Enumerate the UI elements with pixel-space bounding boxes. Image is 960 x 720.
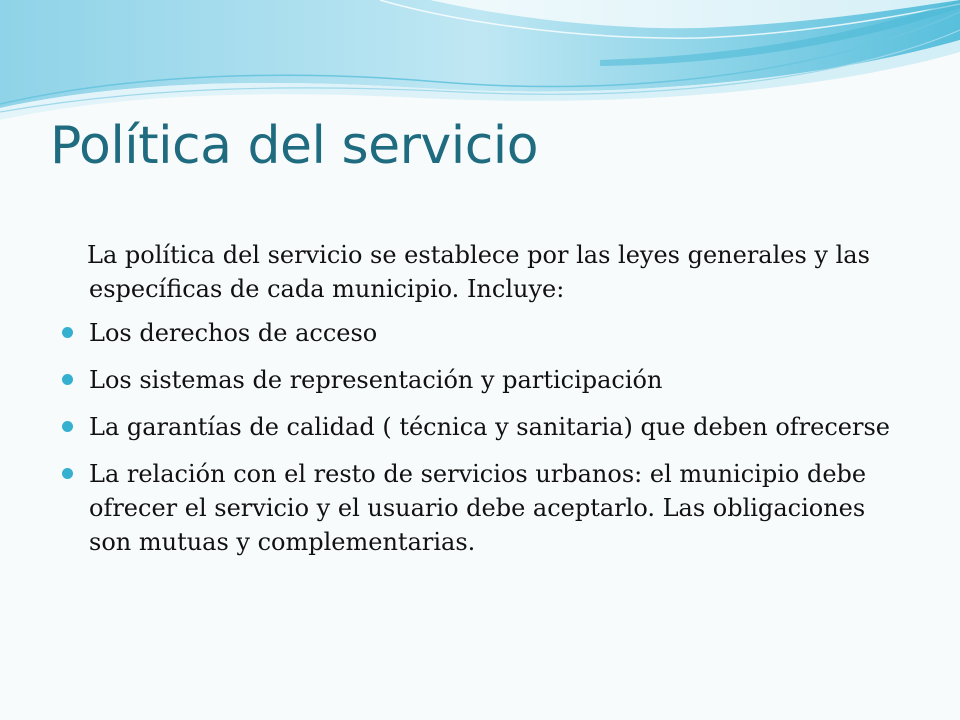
bullet-item [62, 457, 912, 559]
bullet-dot-icon [62, 421, 73, 432]
slide-title: Política del servicio [50, 116, 539, 176]
bullet-text: La relación con el resto de servicios urbanos: el municipio debe ofrecer el servicio y el usuario debe aceptarlo. Las obligaciones son mutuas y complementarias. [89, 460, 867, 556]
slide-body [62, 238, 912, 572]
bullet-list [62, 316, 912, 559]
header-wave-decoration [0, 0, 960, 120]
bullet-text: Los sistemas de representación y participación [89, 366, 663, 394]
intro-paragraph: La política del servicio se establece por las leyes generales y las específicas de cada municipio. Incluye: [87, 241, 870, 303]
bullet-dot-icon [62, 468, 73, 479]
bullet-dot-icon [62, 327, 73, 338]
bullet-item [62, 363, 912, 397]
bullet-item [62, 316, 912, 350]
bullet-dot-icon [62, 374, 73, 385]
bullet-item [62, 410, 912, 444]
bullet-text: Los derechos de acceso [89, 319, 378, 347]
bullet-text: La garantías de calidad ( técnica y sanitaria) que deben ofrecerse [89, 413, 890, 441]
